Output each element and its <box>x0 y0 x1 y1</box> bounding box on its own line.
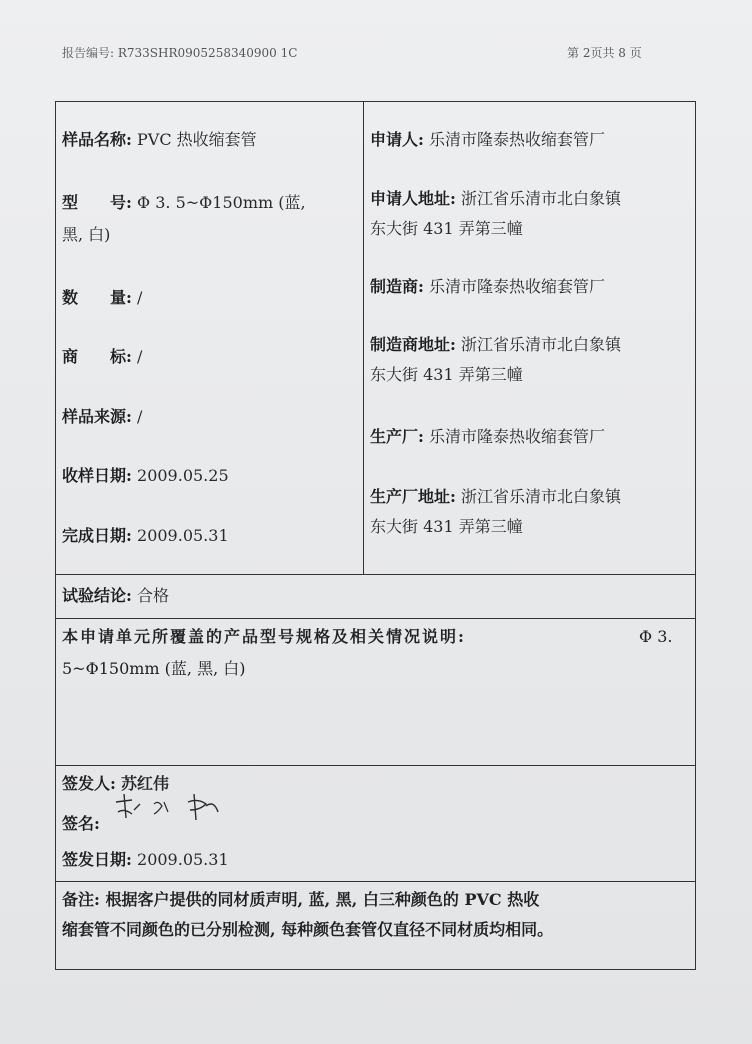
model-value-line1: Φ 3. 5~Φ150mm (蓝, <box>137 193 306 212</box>
maker-address-cont <box>370 360 523 390</box>
model-row-cont <box>62 220 110 250</box>
page-indicator: 第 2页共 8 页 <box>567 46 642 60</box>
source-value: / <box>137 407 143 426</box>
model-value-line2: 黑, 白) <box>62 225 111 244</box>
model-row <box>62 188 306 218</box>
conclusion-value: 合格 <box>137 586 170 605</box>
remark-line2: 缩套管不同颜色的已分别检测, 每种颜色套管仅直径不同材质均相同。 <box>62 920 554 939</box>
factory-address-cont <box>370 512 523 542</box>
maker-row <box>370 272 605 302</box>
complete-date-value: 2009.05.31 <box>137 526 229 545</box>
factory-address-line1: 浙江省乐清市北白象镇 <box>461 487 622 506</box>
maker-value: 乐清市隆泰热收缩套管厂 <box>429 277 606 296</box>
row-divider-signoff <box>56 881 695 882</box>
issue-date-value: 2009.05.31 <box>137 850 229 869</box>
factory-row <box>370 422 605 452</box>
applicant-label: 申请人: <box>370 130 424 149</box>
sample-name-value: PVC 热收缩套管 <box>137 130 257 149</box>
signature-label: 签名: <box>62 814 100 833</box>
coverage-line1: 本申请单元所覆盖的产品型号规格及相关情况说明: <box>62 627 466 646</box>
factory-label: 生产厂: <box>370 427 424 446</box>
coverage-line1-tail: Φ 3. <box>639 627 673 646</box>
maker-address-row <box>370 330 621 360</box>
applicant-address-row <box>370 184 621 214</box>
issuer-label: 签发人: <box>62 774 116 793</box>
factory-address-row <box>370 482 621 512</box>
applicant-address-cont <box>370 214 523 244</box>
quantity-label: 数 量: <box>62 288 132 307</box>
sample-name-row <box>62 125 257 155</box>
applicant-address-line1: 浙江省乐清市北白象镇 <box>461 189 622 208</box>
factory-value: 乐清市隆泰热收缩套管厂 <box>429 427 606 446</box>
applicant-address-line2: 东大街 431 弄第三幢 <box>370 219 523 238</box>
column-divider <box>363 102 364 574</box>
signature-row <box>62 809 100 839</box>
trademark-row <box>62 342 142 372</box>
trademark-value: / <box>137 347 143 366</box>
row-divider-coverage <box>56 765 695 766</box>
receive-date-label: 收样日期: <box>62 466 132 485</box>
complete-date-row <box>62 521 229 551</box>
source-label: 样品来源: <box>62 407 132 426</box>
issue-date-label: 签发日期: <box>62 850 132 869</box>
maker-address-line2: 东大街 431 弄第三幢 <box>370 365 523 384</box>
maker-address-line1: 浙江省乐清市北白象镇 <box>461 335 622 354</box>
maker-label: 制造商: <box>370 277 424 296</box>
coverage-line2: 5~Φ150mm (蓝, 黑, 白) <box>62 659 246 678</box>
receive-date-value: 2009.05.25 <box>137 466 229 485</box>
conclusion-label: 试验结论: <box>62 586 132 605</box>
quantity-row <box>62 283 142 313</box>
issue-date-row <box>62 845 229 875</box>
complete-date-label: 完成日期: <box>62 526 132 545</box>
handwritten-signature <box>110 790 230 830</box>
applicant-row <box>370 125 605 155</box>
conclusion-row <box>62 581 169 611</box>
quantity-value: / <box>137 288 143 307</box>
factory-address-line2: 东大街 431 弄第三幢 <box>370 517 523 536</box>
applicant-address-label: 申请人地址: <box>370 189 456 208</box>
trademark-label: 商 标: <box>62 347 132 366</box>
maker-address-label: 制造商地址: <box>370 335 456 354</box>
model-label: 型 号: <box>62 193 132 212</box>
report-number: 报告编号: R733SHR0905258340900 1C <box>62 46 298 60</box>
factory-address-label: 生产厂地址: <box>370 487 456 506</box>
row-divider-conclusion <box>56 618 695 619</box>
issuer-value: 苏红伟 <box>121 774 170 793</box>
applicant-value: 乐清市隆泰热收缩套管厂 <box>429 130 606 149</box>
receive-date-row <box>62 461 229 491</box>
report-table <box>55 101 696 970</box>
sample-name-label: 样品名称: <box>62 130 132 149</box>
source-row <box>62 402 142 432</box>
row-divider-info <box>56 574 695 575</box>
remark-line1: 备注: 根据客户提供的同材质声明, 蓝, 黑, 白三种颜色的 PVC 热收 <box>62 890 540 909</box>
